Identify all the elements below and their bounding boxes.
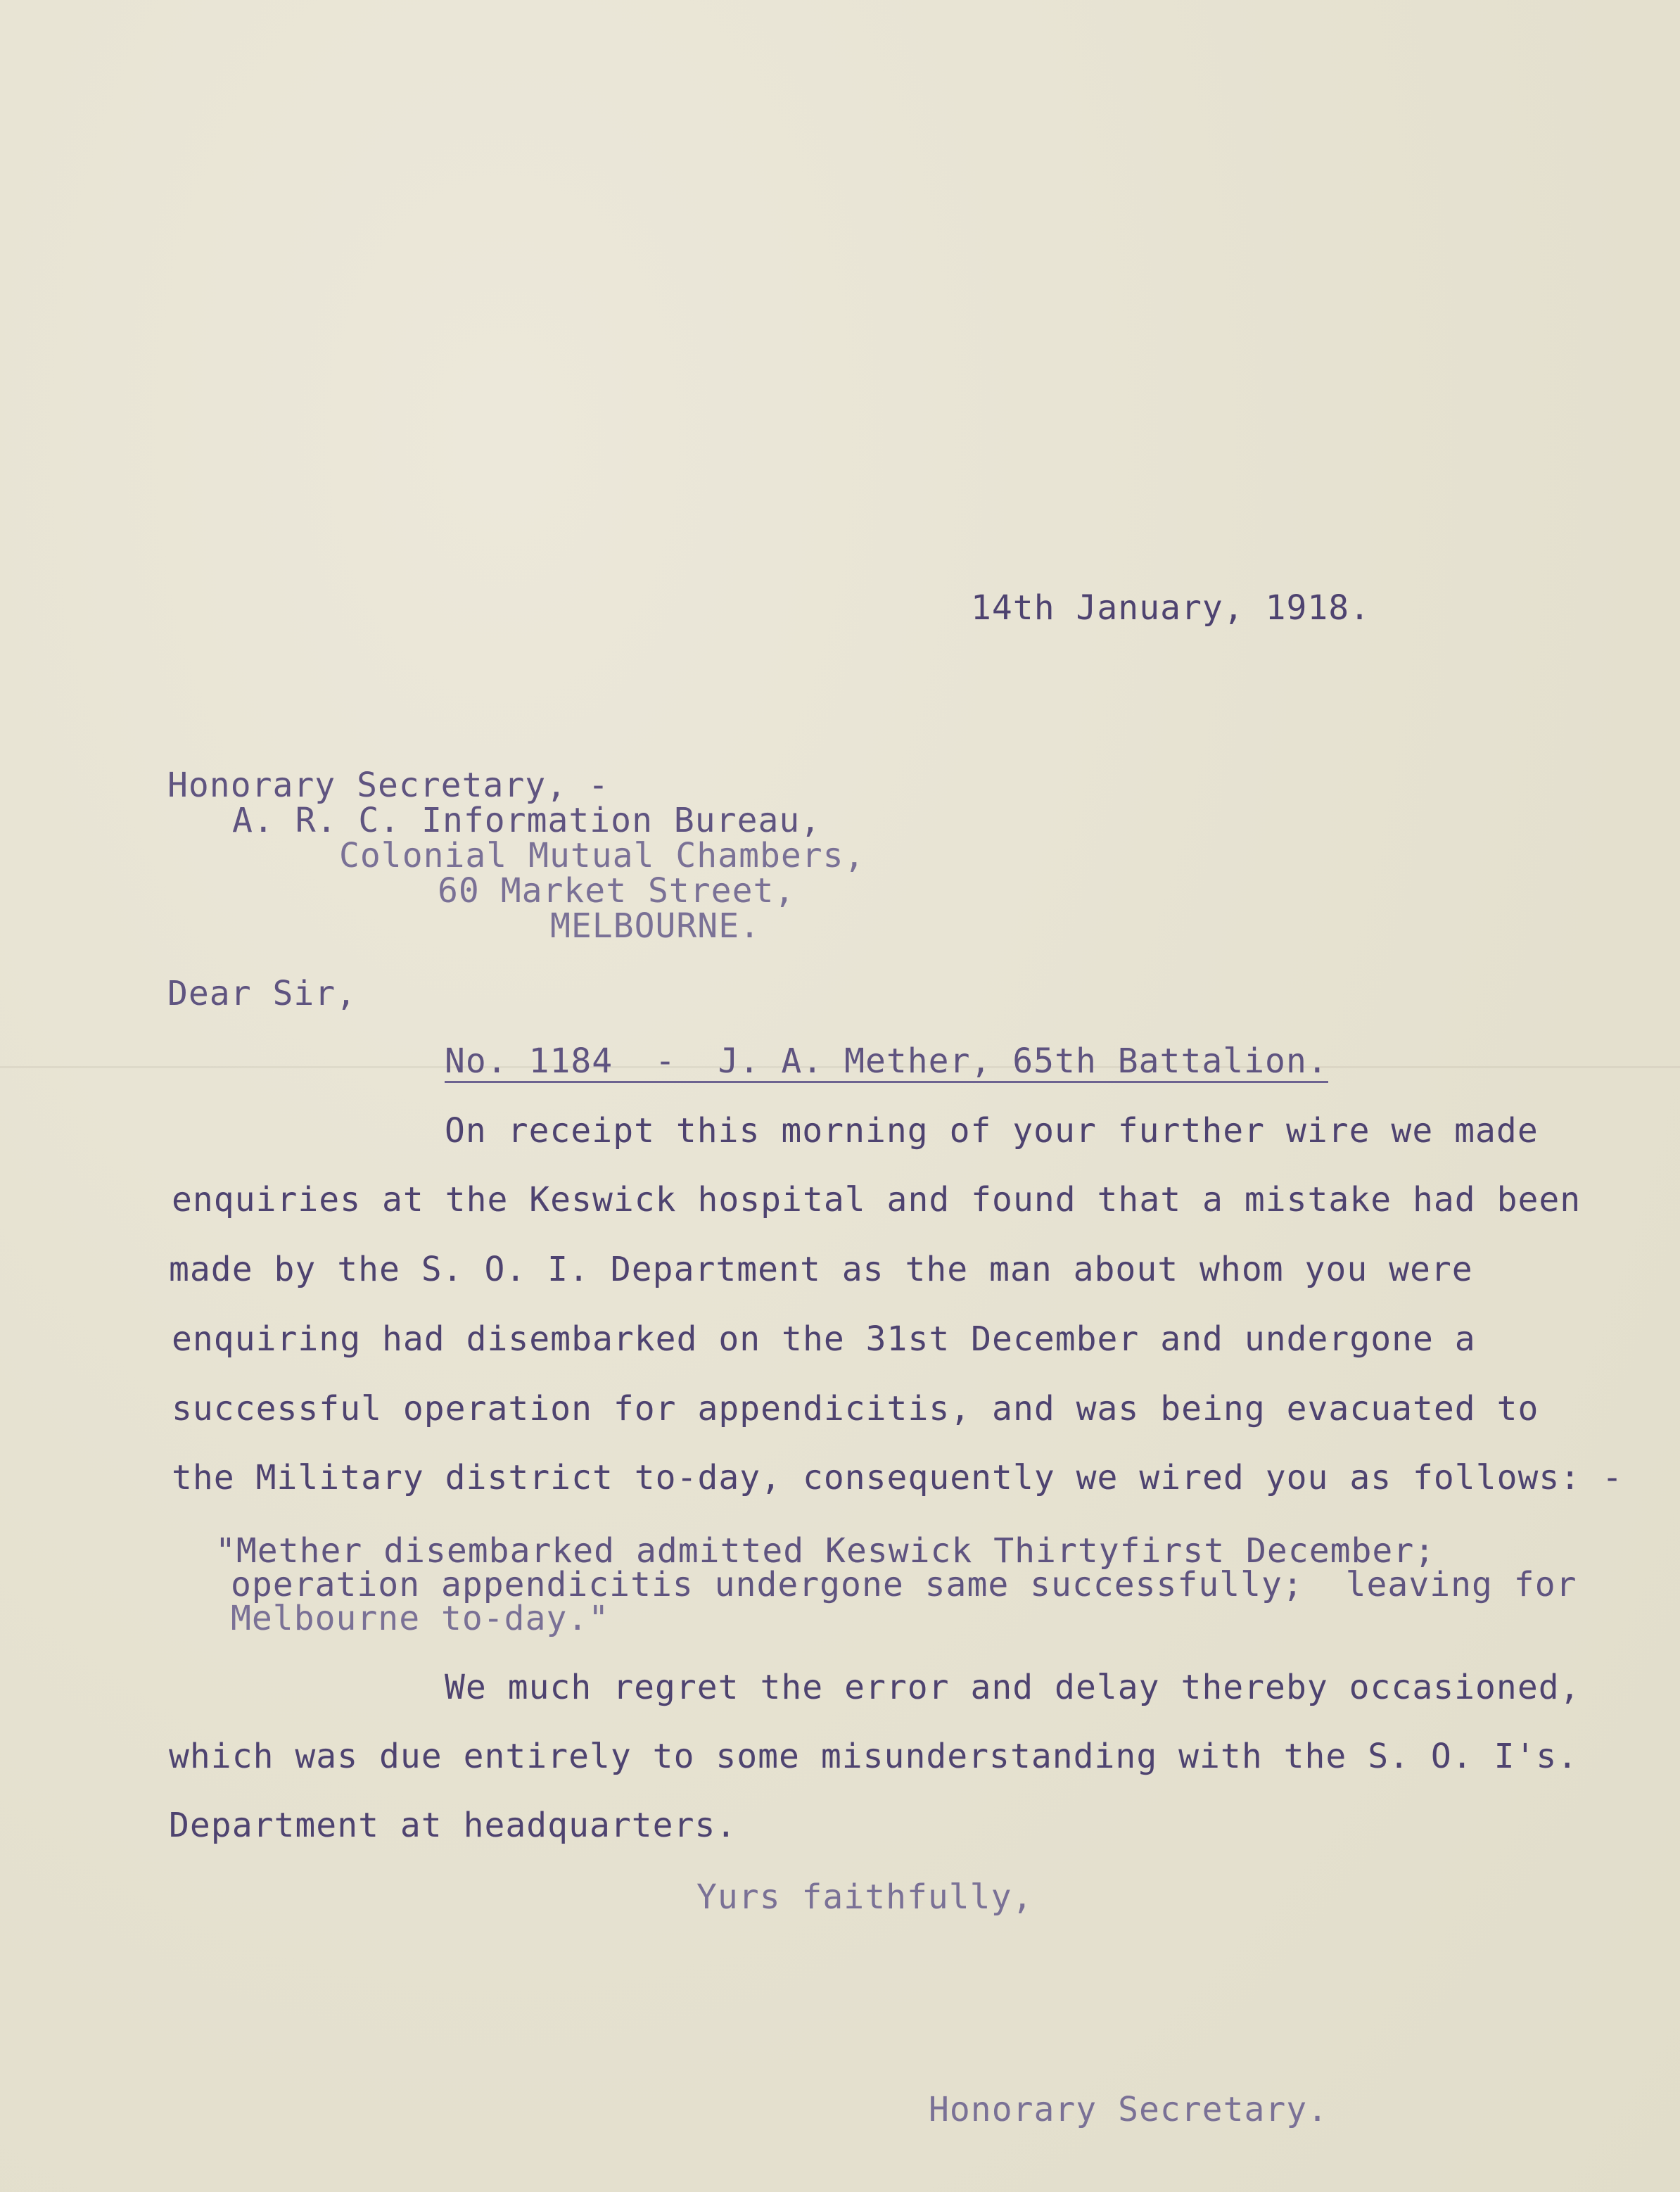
signature-title: Honorary Secretary. <box>929 2090 1329 2129</box>
telegram-line: Melbourne to-day." <box>231 1599 610 1638</box>
paragraph-line: We much regret the error and delay thereby occasioned, <box>445 1668 1581 1707</box>
paragraph-line: which was due entirely to some misunderstanding with the S. O. I's. <box>169 1737 1579 1776</box>
address-line: A. R. C. Information Bureau, <box>232 801 822 840</box>
letter-date: 14th January, 1918. <box>971 588 1371 628</box>
paragraph-line: successful operation for appendicitis, and was being evacuated to <box>172 1389 1539 1428</box>
paragraph-line: made by the S. O. I. Department as the man about whom you were <box>169 1250 1473 1289</box>
salutation: Dear Sir, <box>167 974 357 1013</box>
paragraph-line: On receipt this morning of your further wire we made <box>445 1111 1539 1151</box>
reference-line: No. 1184 - J. A. Mether, 65th Battalion. <box>445 1044 1328 1083</box>
paragraph-line: the Military district to-day, consequently we wired you as follows: - <box>172 1458 1623 1497</box>
telegram-line: "Mether disembarked admitted Keswick Thirtyfirst December; <box>215 1531 1436 1571</box>
telegram-line: operation appendicitis undergone same successfully; leaving for <box>231 1565 1577 1604</box>
paragraph-line: enquiring had disembarked on the 31st December and undergone a <box>172 1319 1476 1359</box>
paragraph-line: Department at headquarters. <box>169 1806 737 1845</box>
paragraph-line: enquiries at the Keswick hospital and found that a mistake had been <box>172 1180 1582 1219</box>
address-line: Honorary Secretary, - <box>167 766 609 805</box>
closing: Yurs faithfully, <box>696 1877 1033 1917</box>
address-line: Colonial Mutual Chambers, <box>339 836 865 875</box>
address-line: 60 Market Street, <box>438 871 796 911</box>
address-line: MELBOURNE. <box>550 906 761 946</box>
